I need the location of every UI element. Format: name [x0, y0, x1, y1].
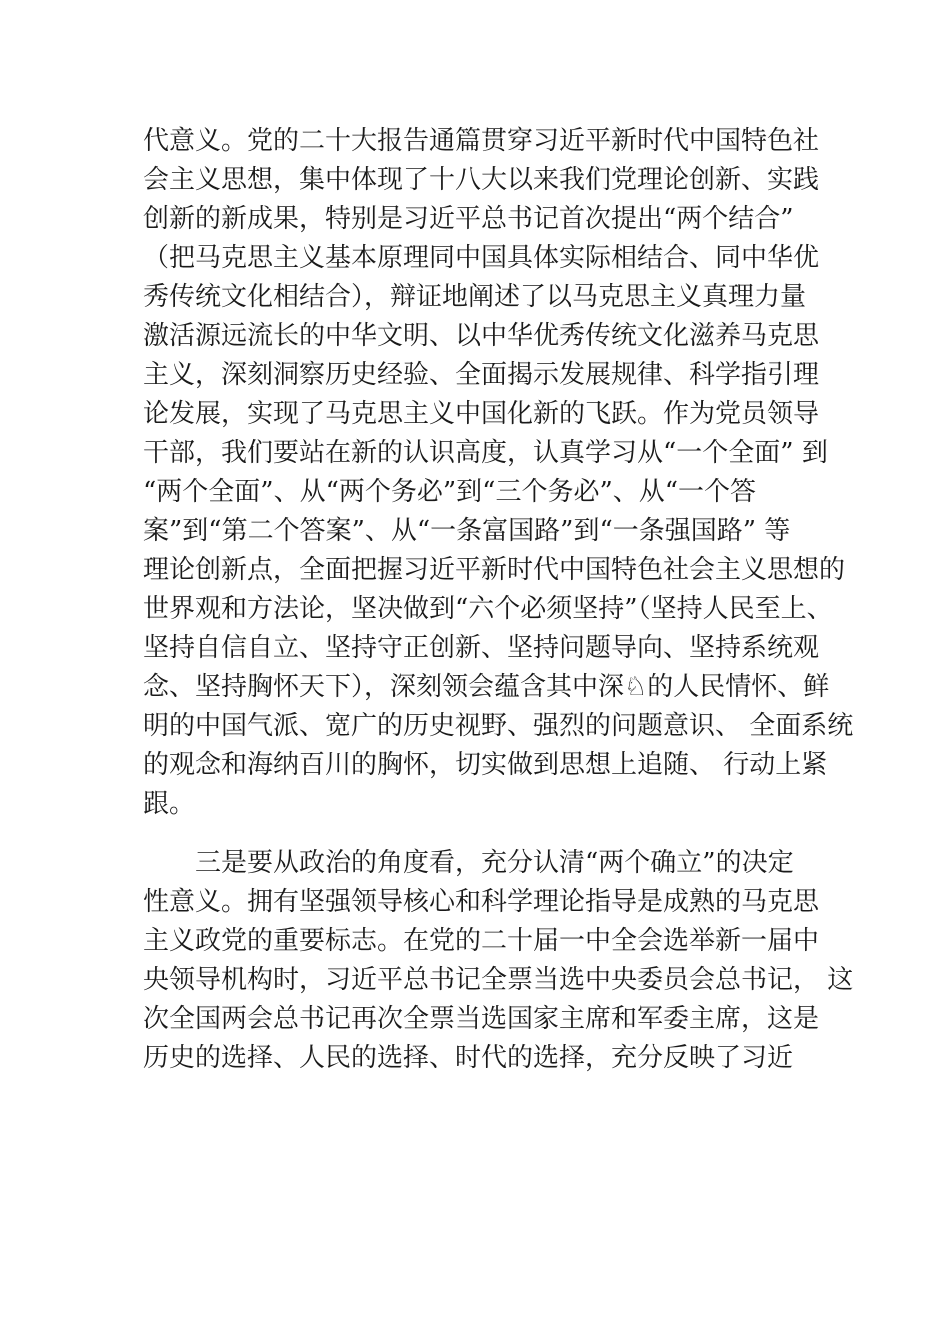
text-line: 代意义。党的二十大报告通篇贯穿习近平新时代中国特色社 [143, 126, 820, 156]
text-line: 三是要从政治的角度看，充分认清“两个确立”的决定 [195, 848, 794, 878]
text-line: 坚持自信自立、坚持守正创新、坚持问题导向、坚持系统观 [143, 633, 820, 663]
paragraph-2 [143, 844, 854, 1078]
text-line: 的观念和海纳百川的胸怀，切实做到思想上追随、 行动上紧 [143, 750, 828, 780]
text-line: 会主义思想，集中体现了十八大以来我们党理论创新、实践 [143, 165, 820, 195]
paragraph-gap [143, 824, 843, 844]
text-line: “两个全面”、从“两个务必”到“三个务必”、从“一个答 [143, 477, 757, 507]
text-line: 创新的新成果，特别是习近平总书记首次提出“两个结合” [143, 204, 794, 234]
text-line: 案”到“第二个答案”、从“一条富国路”到“一条强国路” 等 [143, 516, 791, 546]
text-line: （把马克思主义基本原理同中国具体实际相结合、同中华优 [143, 243, 820, 273]
text-line: 次全国两会总书记再次全票当选国家主席和军委主席，这是 [143, 1004, 820, 1034]
text-line: 跟。 [143, 789, 196, 819]
text-line: 秀传统文化相结合），辩证地阐述了以马克思主义真理力量 [143, 282, 807, 312]
text-line: 激活源远流长的中华文明、以中华优秀传统文化滋养马克思 [143, 321, 820, 351]
paragraph-1 [143, 122, 854, 824]
text-line: 念、坚持胸怀天下），深刻领会蕴含其中深♘的人民情怀、鲜 [143, 672, 830, 702]
text-line: 明的中国气派、宽广的历史视野、强烈的问题意识、 全面系统 [143, 711, 854, 741]
text-line: 央领导机构时，习近平总书记全票当选中央委员会总书记， 这 [143, 965, 854, 995]
text-line: 理论创新点，全面把握习近平新时代中国特色社会主义思想的 [143, 555, 846, 585]
text-line: 世界观和方法论，坚决做到“六个必须坚持”（坚持人民至上、 [143, 594, 833, 624]
text-line: 主义政党的重要标志。在党的二十届一中全会选举新一届中 [143, 926, 820, 956]
text-line: 历史的选择、人民的选择、时代的选择，充分反映了习近 [143, 1043, 794, 1073]
text-line: 干部，我们要站在新的认识高度，认真学习从“一个全面” 到 [143, 438, 828, 468]
text-line: 性意义。拥有坚强领导核心和科学理论指导是成熟的马克思 [143, 887, 820, 917]
document-body [143, 122, 854, 1078]
text-line: 论发展，实现了马克思主义中国化新的飞跃。作为党员领导 [143, 399, 820, 429]
text-line: 主义，深刻洞察历史经验、全面揭示发展规律、科学指引理 [143, 360, 820, 390]
